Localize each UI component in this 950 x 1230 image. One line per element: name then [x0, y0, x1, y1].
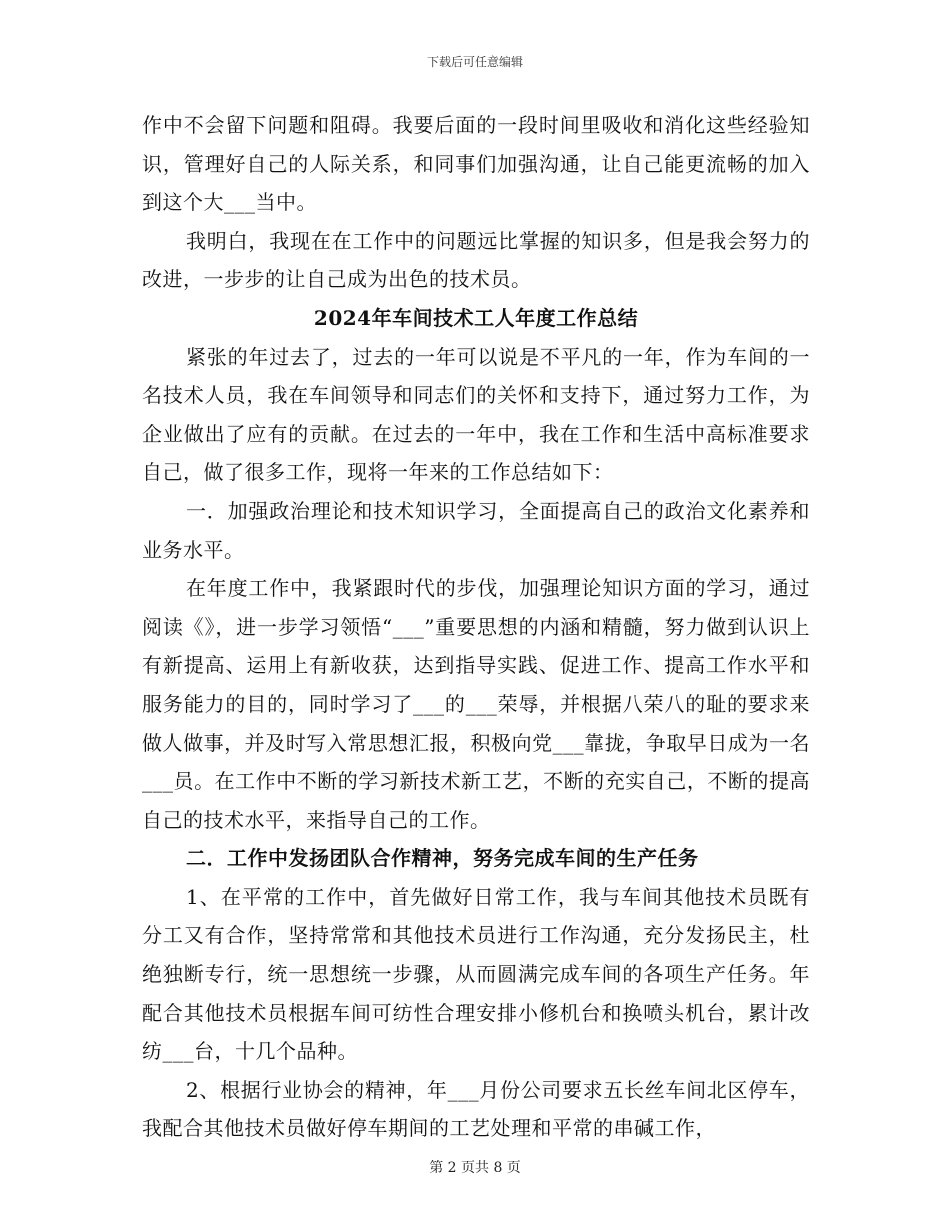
page-footer: 第 2 页共 8 页	[429, 1160, 521, 1176]
paragraph-continued: 作中不会留下问题和阻碍。我要后面的一段时间里吸收和消化这些经验知识，管理好自己的人际关系，和同事们加强沟通，让自己能更流畅的加入到这个大___当中。	[142, 113, 810, 215]
paragraph-study: 在年度工作中，我紧跟时代的步伐，加强理论知识方面的学习，通过阅读《》，进一步学习领悟“___”重要思想的内涵和精髓，努力做到认识上有新提高、运用上有新收获，达到指导实践、促进工作、提高工作水平和服务能力的目的，同时学习了___的___荣辱，并根据八荣八的耻的要求来做人做事，并及时写入常思想汇报，积极向党___靠拢，争取早日成为一名___员。在工作中不断的学习新技术新工艺，不断的充实自己，不断的提高自己的技术水平，来指导自己的工作。	[142, 576, 810, 832]
point-two-heading: 二．工作中发扬团队合作精神，努务完成车间的生产任务	[186, 846, 699, 871]
paragraph-intro: 紧张的年过去了，过去的一年可以说是不平凡的一年，作为车间的一名技术人员，我在车间领导和同志们的关怀和支持下，通过努力工作，为企业做出了应有的贡献。在过去的一年中，我在工作和生活中高标准要求自己，做了很多工作，现将一年来的工作总结如下：	[142, 344, 810, 485]
list-item-1: 1、在平常的工作中，首先做好日常工作，我与车间其他技术员既有分工又有合作，坚持常常和其他技术员进行工作沟通，充分发扬民主，杜绝独断专行，统一思想统一步骤，从而圆满完成车间的各项生产任务。年配合其他技术员根据车间可纺性合理安排小修机台和换喷头机台，累计改纺___台，十几个品种。	[142, 884, 810, 1064]
paragraph-understand: 我明白，我现在在工作中的问题远比掌握的知识多，但是我会努力的改进，一步步的让自己成为出色的技术员。	[142, 228, 810, 292]
document-title: 2024年车间技术工人年度工作总结	[313, 305, 639, 330]
document-body	[142, 106, 810, 1148]
point-one-heading: 一．加强政治理论和技术知识学习，全面提高自己的政治文化素养和业务水平。	[142, 498, 810, 562]
list-item-2: 2、根据行业协会的精神，年___月份公司要求五长丝车间北区停车，我配合其他技术员做好停车期间的工艺处理和平常的串碱工作，	[142, 1077, 810, 1141]
page-header: 下载后可任意编辑	[426, 55, 523, 69]
